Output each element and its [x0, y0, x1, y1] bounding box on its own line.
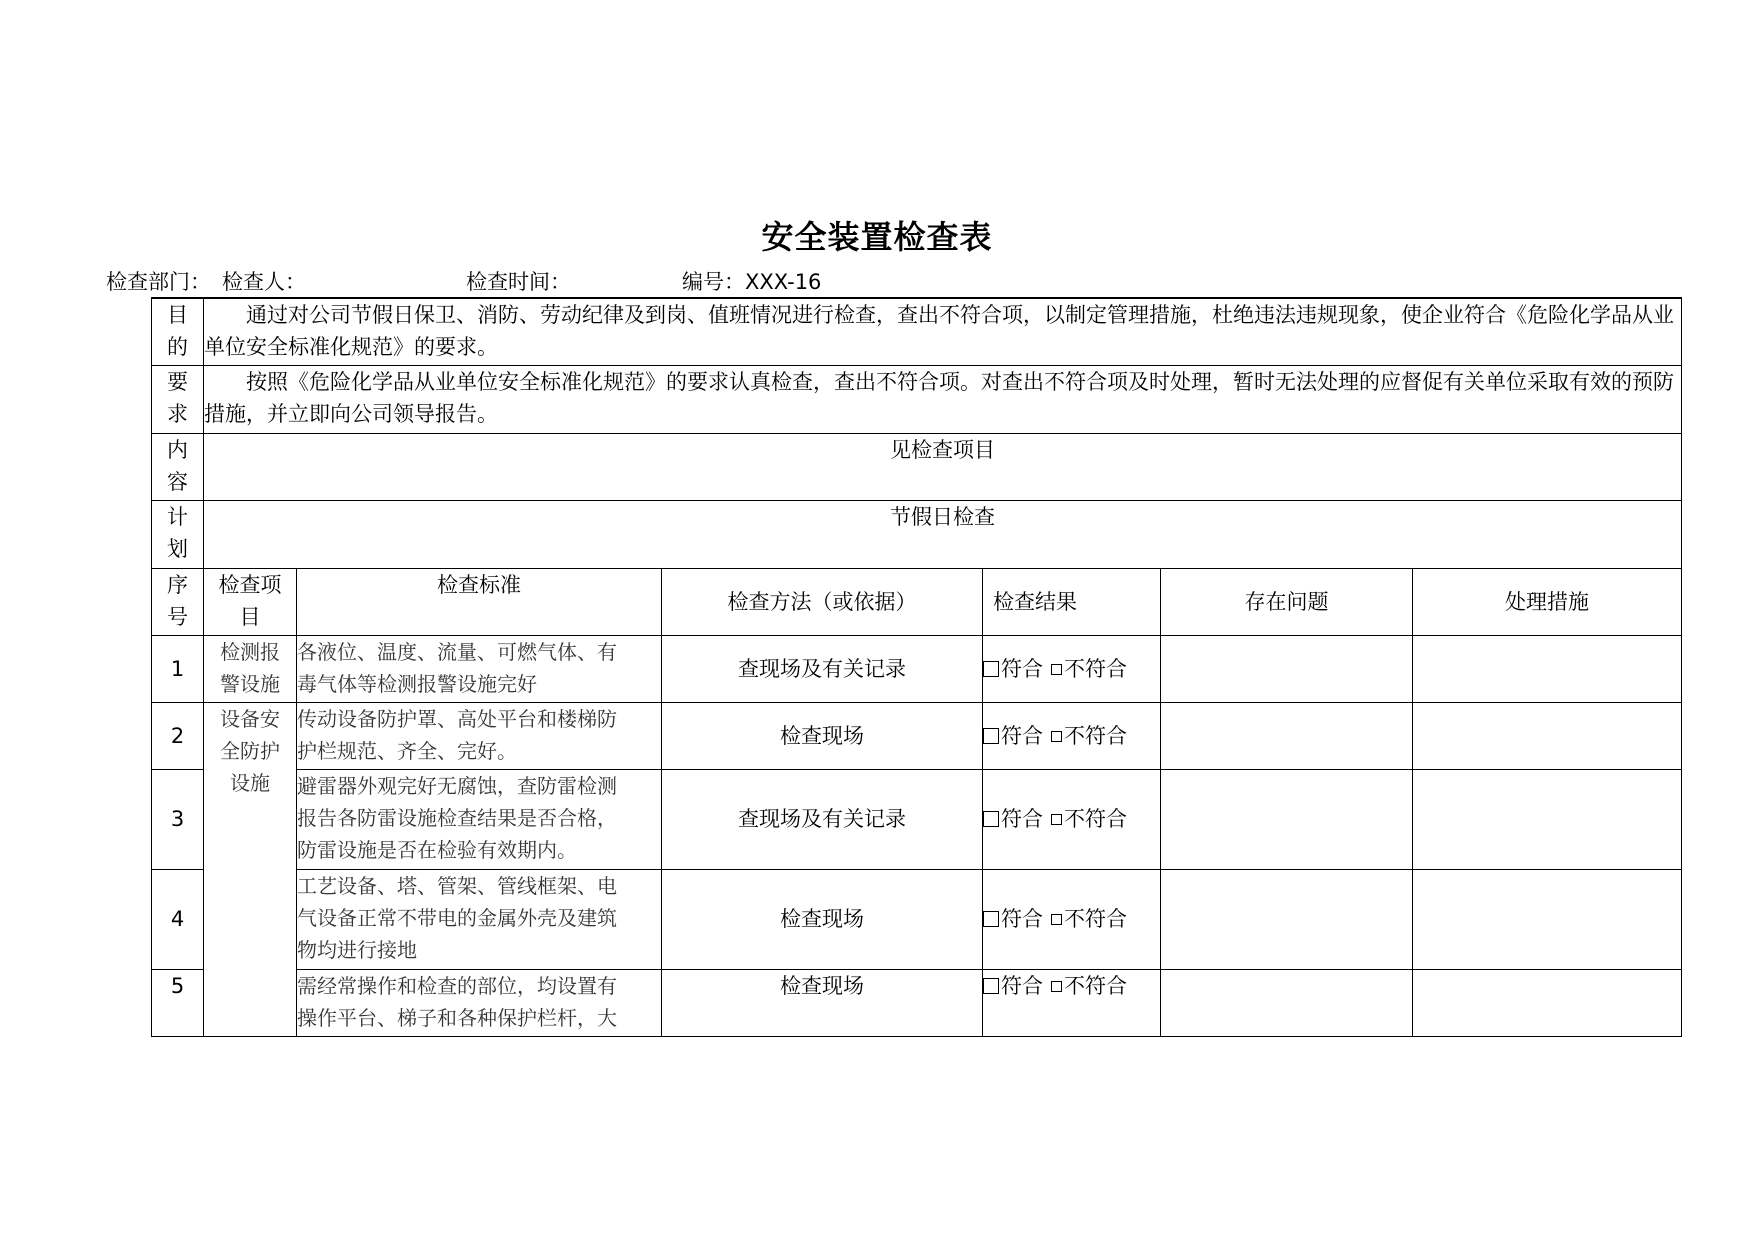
department-label: 检查部门：: [106, 270, 211, 294]
purpose-label: 目 的: [152, 298, 204, 365]
inspection-table: [151, 297, 1682, 1037]
purpose-text: 通过对公司节假日保卫、消防、劳动纪律及到岗、值班情况进行检查，查出不符合项，以制定管理措施，杜绝违法违规现象，使企业符合《危险化学品从业单位安全标准化规范》的要求。: [204, 298, 1682, 365]
row-measure[interactable]: [1413, 702, 1682, 769]
table-row: [152, 869, 1682, 969]
row-seq: 4: [152, 869, 204, 969]
col-standard-header: 检查标准: [297, 568, 662, 635]
pass-checkbox[interactable]: [983, 978, 999, 994]
row-problem[interactable]: [1161, 702, 1413, 769]
row-result: 符合 不符合: [983, 702, 1161, 769]
table-row: [152, 769, 1682, 869]
pass-checkbox[interactable]: [983, 728, 999, 744]
content-row: [152, 433, 1682, 500]
row-standard: 传动设备防护罩、高处平台和楼梯防 护栏规范、齐全、完好。: [297, 702, 662, 769]
row-problem[interactable]: [1161, 769, 1413, 869]
row-measure[interactable]: [1413, 769, 1682, 869]
row-result: 符合 不符合: [983, 969, 1161, 1036]
row-result: 符合 不符合: [983, 635, 1161, 702]
row-measure[interactable]: [1413, 869, 1682, 969]
row-measure[interactable]: [1413, 635, 1682, 702]
fail-checkbox[interactable]: [1051, 914, 1062, 925]
content-label: 内 容: [152, 433, 204, 500]
col-seq-header: 序 号: [152, 568, 204, 635]
time-label: 检查时间：: [466, 270, 571, 294]
content-text: 见检查项目: [204, 433, 1682, 500]
pass-checkbox[interactable]: [983, 911, 999, 927]
fail-checkbox[interactable]: [1051, 731, 1062, 742]
col-method-header: 检查方法（或依据）: [662, 568, 983, 635]
row-seq: 5: [152, 969, 204, 1036]
requirement-label: 要 求: [152, 365, 204, 433]
fail-checkbox[interactable]: [1051, 981, 1062, 992]
row-result: 符合 不符合: [983, 769, 1161, 869]
requirement-row: [152, 365, 1682, 433]
row-item: 检测报 警设施: [204, 635, 297, 702]
col-problem-header: 存在问题: [1161, 568, 1413, 635]
table-row: [152, 702, 1682, 769]
requirement-text: 按照《危险化学品从业单位安全标准化规范》的要求认真检查，查出不符合项。对查出不符合项及时处理，暂时无法处理的应督促有关单位采取有效的预防措施，并立即向公司领导报告。: [204, 365, 1682, 433]
row-method: 查现场及有关记录: [662, 635, 983, 702]
table-row: [152, 969, 1682, 1036]
row-method: 检查现场: [662, 702, 983, 769]
table-row: [152, 635, 1682, 702]
purpose-row: [152, 298, 1682, 365]
inspector-label: 检查人：: [222, 270, 306, 294]
row-measure[interactable]: [1413, 969, 1682, 1036]
form-header: [106, 266, 1706, 296]
col-measure-header: 处理措施: [1413, 568, 1682, 635]
row-seq: 3: [152, 769, 204, 869]
plan-label: 计 划: [152, 500, 204, 568]
row-seq: 2: [152, 702, 204, 769]
col-result-header: 检查结果: [983, 568, 1161, 635]
pass-checkbox[interactable]: [983, 811, 999, 827]
row-method: 检查现场: [662, 969, 983, 1036]
column-header-row: [152, 568, 1682, 635]
row-problem[interactable]: [1161, 969, 1413, 1036]
row-method: 检查现场: [662, 869, 983, 969]
row-standard: 避雷器外观完好无腐蚀，查防雷检测 报告各防雷设施检查结果是否合格， 防雷设施是否在检验有效期内。: [297, 769, 662, 869]
row-standard: 需经常操作和检查的部位，均设置有 操作平台、梯子和各种保护栏杆，大: [297, 969, 662, 1036]
row-seq: 1: [152, 635, 204, 702]
fail-checkbox[interactable]: [1051, 814, 1062, 825]
row-problem[interactable]: [1161, 635, 1413, 702]
pass-checkbox[interactable]: [983, 661, 999, 677]
row-standard: 工艺设备、塔、管架、管线框架、电 气设备正常不带电的金属外壳及建筑 物均进行接地: [297, 869, 662, 969]
row-result: 符合 不符合: [983, 869, 1161, 969]
number-label: 编号：XXX-16: [682, 270, 822, 294]
plan-row: [152, 500, 1682, 568]
row-item: 设备安 全防护 设施: [204, 702, 297, 1036]
col-item-header: 检查项 目: [204, 568, 297, 635]
page-title: 安全装置检查表: [761, 218, 993, 256]
row-method: 查现场及有关记录: [662, 769, 983, 869]
row-problem[interactable]: [1161, 869, 1413, 969]
row-standard: 各液位、温度、流量、可燃气体、有 毒气体等检测报警设施完好: [297, 635, 662, 702]
fail-checkbox[interactable]: [1051, 664, 1062, 675]
plan-text: 节假日检查: [204, 500, 1682, 568]
